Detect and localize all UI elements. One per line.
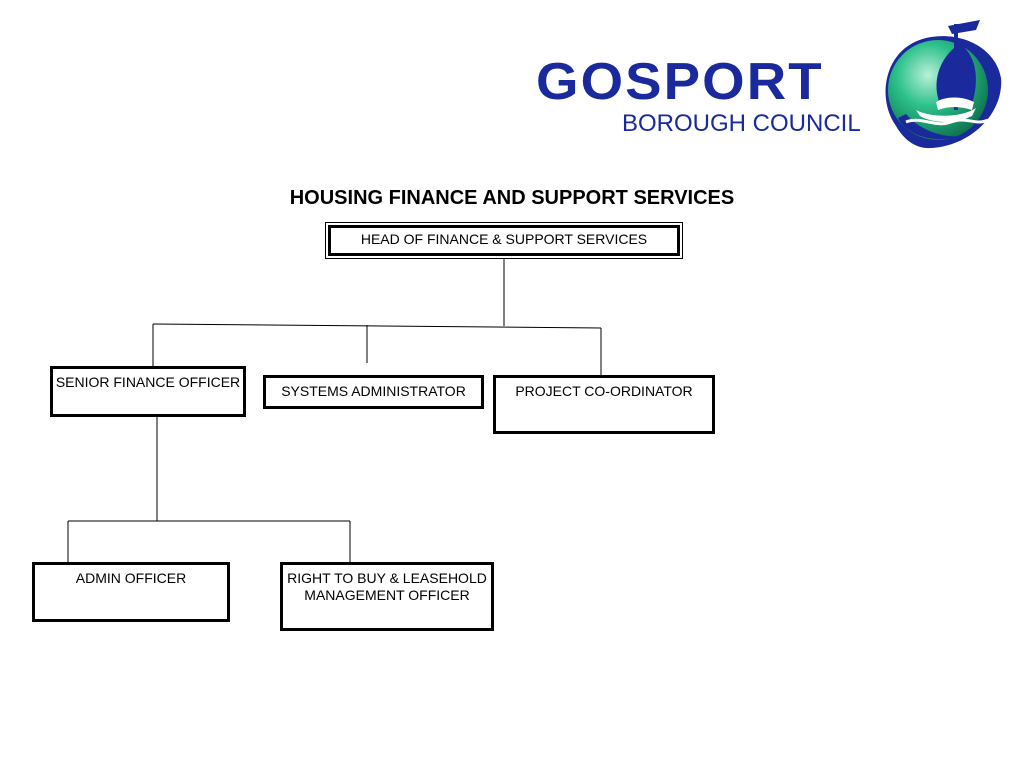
systems-administrator-box: SYSTEMS ADMINISTRATOR	[263, 375, 484, 409]
logo-subtitle: BOROUGH COUNCIL	[622, 110, 861, 137]
project-coordinator-box: PROJECT CO-ORDINATOR	[493, 375, 715, 434]
head-of-finance-label: HEAD OF FINANCE & SUPPORT SERVICES	[328, 225, 680, 256]
head-of-finance-box	[325, 222, 683, 259]
logo-wordmark: GOSPORT	[536, 53, 824, 111]
senior-finance-officer-box: SENIOR FINANCE OFFICER	[50, 366, 246, 417]
admin-officer-box: ADMIN OFFICER	[32, 562, 230, 622]
chart-title: HOUSING FINANCE AND SUPPORT SERVICES	[289, 187, 735, 209]
connector-level2-bar	[153, 324, 601, 328]
right-to-buy-leasehold-officer-box: RIGHT TO BUY & LEASEHOLD MANAGEMENT OFFICER	[280, 562, 494, 631]
